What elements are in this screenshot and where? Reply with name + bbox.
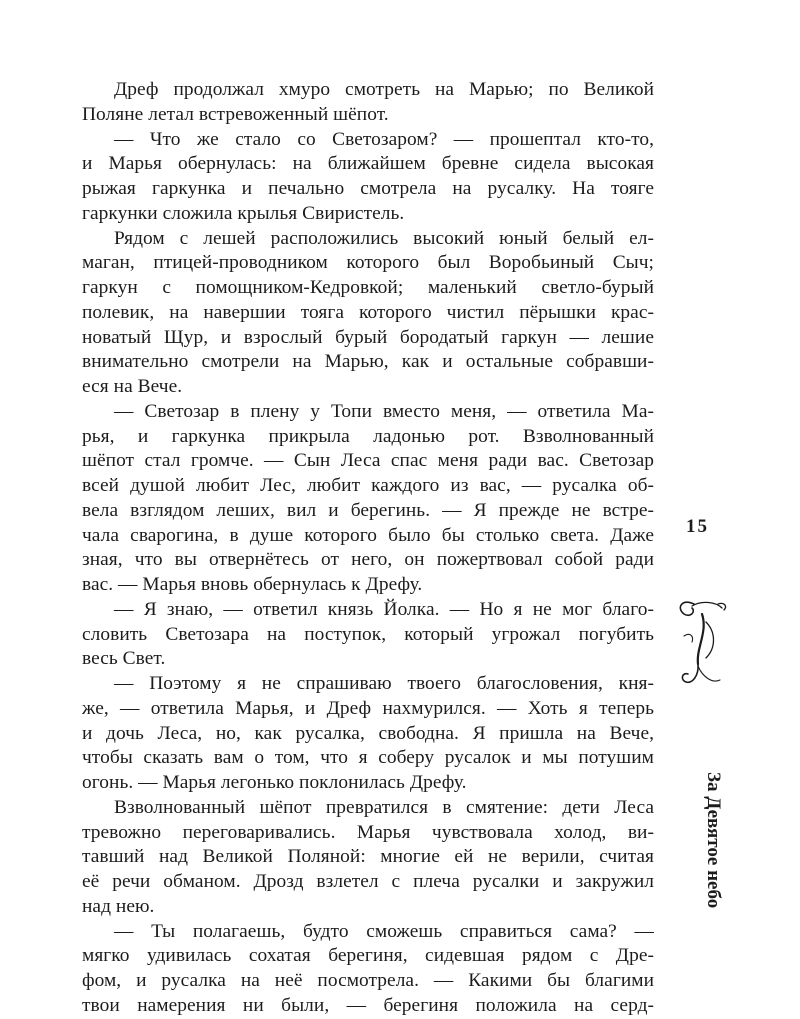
running-title: За Девятое небо xyxy=(703,772,724,909)
text-line: огонь. — Марья легонько поклонилась Дрефу. xyxy=(82,772,467,793)
text-line: словить Светозара на поступок, который угрожал погубить xyxy=(82,623,654,645)
paragraph xyxy=(82,672,654,796)
text-line: — Я знаю, — ответил князь Йолка. — Но я не мог благо- xyxy=(114,598,654,620)
text-line: твои намерения ни были, — берегиня положила на серд- xyxy=(82,994,654,1016)
text-line: мягко удивилась сохатая берегиня, сидевшая рядом с Дре- xyxy=(82,945,654,967)
text-line: вела взглядом леших, вил и берегинь. — Я прежде не встре- xyxy=(82,499,654,521)
paragraph xyxy=(82,400,654,598)
text-line: — Что же стало со Светозаром? — прошептал кто-то, xyxy=(114,128,654,150)
text-line: — Ты полагаешь, будто сможешь справиться сама? — xyxy=(114,920,654,942)
text-line: рья, и гаркунка прикрыла ладонью рот. Взволнованный xyxy=(82,425,654,447)
text-line: новатый Щур, и взрослый бурый бородатый гаркун — лешие xyxy=(82,326,654,348)
text-line: гаркунки сложила крылья Свиристель. xyxy=(82,202,405,224)
text-line: внимательно смотрели на Марью, как и остальные собравши- xyxy=(82,351,654,373)
text-line: её речи обманом. Дрозд взлетел с плеча русалки и закружил xyxy=(82,871,654,892)
text-line: тавший над Великой Поляной: многие ей не верили, считая xyxy=(82,846,654,868)
paragraph xyxy=(82,227,654,400)
text-line: — Поэтому я не спрашиваю твоего благословения, кня- xyxy=(114,673,654,694)
text-line: чтобы сказать вам о том, что я соберу русалок и мы потушим xyxy=(82,747,654,769)
text-line: вас. — Марья вновь обернулась к Дрефу. xyxy=(82,574,423,595)
text-line: тревожно переговаривались. Марья чувствовала холод, ви- xyxy=(82,821,654,843)
text-line: рыжая гаркунка и печально смотрела на русалку. На тояге xyxy=(82,178,654,199)
paragraph xyxy=(82,920,654,1019)
text-line: Взволнованный шёпот превратился в смятение: дети Леса xyxy=(114,796,654,818)
text-line: же, — ответила Марья, и Дреф нахмурился. — Хоть я теперь xyxy=(82,697,654,719)
paragraph xyxy=(82,128,654,227)
text-line: Дреф продолжал хмуро смотреть на Марью; по Великой xyxy=(114,79,654,100)
text-line: еся на Вече. xyxy=(82,376,183,397)
text-line: — Светозар в плену у Топи вместо меня, — ответила Ма- xyxy=(114,400,654,422)
paragraph xyxy=(82,598,654,672)
paragraph xyxy=(82,796,654,920)
text-line: полевик, на навершии тояга которого чистил пёрышки крас- xyxy=(82,301,654,323)
body-text xyxy=(82,78,654,1019)
text-line: над нею. xyxy=(82,895,155,917)
paragraph xyxy=(82,78,654,128)
text-line: зная, что вы отвернётесь от него, он пожертвовал собой ради xyxy=(82,549,654,571)
text-line: весь Свет. xyxy=(82,648,166,670)
text-line: Поляне летал встревоженный шёпот. xyxy=(82,103,389,125)
text-line: и Марья обернулась: на ближайшем бревне сидела высокая xyxy=(82,153,654,175)
text-line: гаркун с помощником-Кедровкой; маленький светло-бурый xyxy=(82,277,654,298)
page-number: 15 xyxy=(686,516,709,537)
text-line: всей душой любит Лес, любит каждого из вас, — русалка об- xyxy=(82,475,654,496)
text-line: фом, и русалка на неё посмотрела. — Какими бы благими xyxy=(82,970,654,991)
text-line: Рядом с лешей расположились высокий юный белый ел- xyxy=(114,227,654,249)
text-line: чала сварогина, в душе которого было бы столько света. Даже xyxy=(82,524,654,546)
flourish-ornament-icon xyxy=(672,592,732,698)
text-line: маган, птицей-проводником которого был Воробьиный Сыч; xyxy=(82,252,654,274)
text-line: и дочь Леса, но, как русалка, свободна. Я пришла на Вече, xyxy=(82,722,654,744)
text-line: шёпот стал громче. — Сын Леса спас меня ради вас. Светозар xyxy=(82,450,654,472)
